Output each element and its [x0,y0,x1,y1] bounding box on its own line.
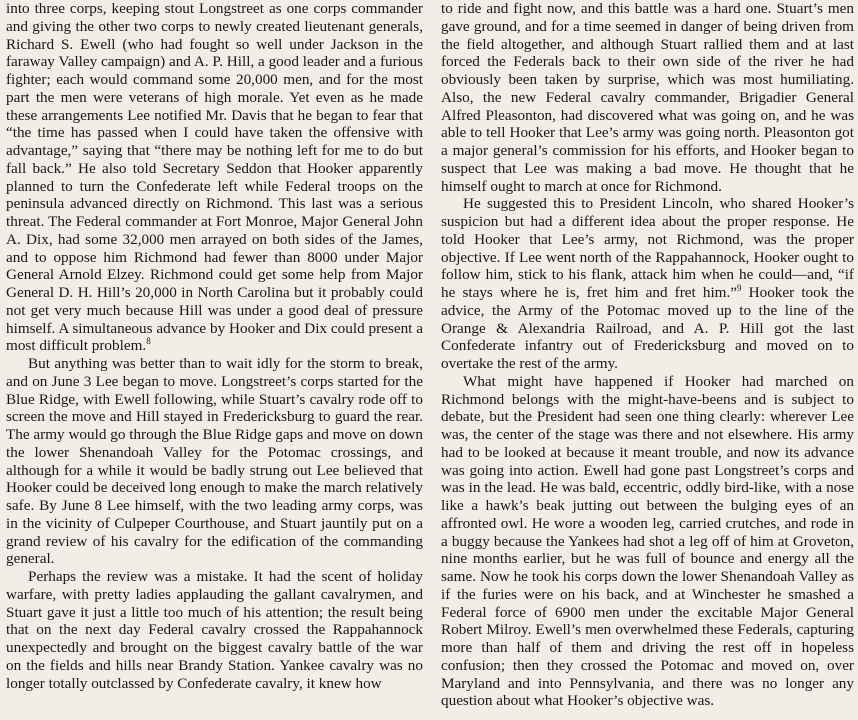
paragraph-text: Perhaps the review was a mistake. It had the scent of holiday warfare, with pretty ladies applauding the gallant cavalrymen, and Stuart gave it just a little too much of his attention; the result being that on the next day Federal cavalry crossed the Rappahannock unexpectedly and brought on the biggest cavalry battle of the war on the fields and hills near Brandy Station. Yankee cavalry was no longer totally outclassed by Confederate cavalry, it knew how [6,568,423,692]
paragraph [441,373,854,710]
paragraph-text: into three corps, keeping stout Longstreet as one corps commander and giving the other two corps to newly created lieutenant generals, Richard S. Ewell (who had fought so well under Jackson in the faraway Valley campaign) and A. P. Hill, a good leader and a furious fighter; each would command some 20,000 men, and for the most part the men were veterans of high morale. Yet even as he made these arrangements Lee notified Mr. Davis that he began to fear that “the time has passed when I could have taken the offensive with advantage,” saying that “there may be nothing left for me to do but fall back.” He also told Secretary Seddon that Hooker apparently planned to turn the Confederate left while Federal troops on the peninsula advanced directly on Richmond. This last was a serious threat. The Federal commander at Fort Monroe, Major General John A. Dix, had some 32,000 men arrayed on both sides of the James, and to oppose him Richmond had fewer than 8000 under Major General Arnold Elzey. Richmond could get some help from Major General D. H. Hill’s 20,000 in North Carolina but it probably could not get very much because Hill was under a good deal of pressure himself. A simultaneous advance by Hooker and Dix could present a most difficult problem. [6,0,423,355]
paragraph-text: He suggested this to President Lincoln, who shared Hooker’s suspicion but had a different idea about the proper response. He told Hooker that Lee’s army, not Richmond, was the proper objective. If Lee went north of the Rappahannock, Hooker ought to follow him, stick to his flank, attack him when he could—and, “if he stays where he is, fret him and fret him.” [441,195,854,301]
right-text-column [441,0,854,710]
paragraph-text: What might have happened if Hooker had marched on Richmond belongs with the might-have-beens and is subject to debate, but the President had seen one thing clearly: wherever Lee was, the center of the stage was there and not elsewhere. His army had to be looked at because it meant trouble, and now its advance was going into action. Ewell had gone past Longstreet’s corps and was in the lead. He was bald, eccentric, oddly bird-like, with a nose like a hawk’s beak jutting out between the bulging eyes of an affronted owl. He wore a wooden leg, carried crutches, and rode in a buggy because the Yankees had shot a leg off of him at Groveton, nine months earlier, but he was full of bounce and energy all the same. Now he took his corps down the lower Shenandoah Valley as if the furies were on his back, and at Winchester he smashed a Federal force of 6900 men under the excitable Major General Robert Milroy. Ewell’s men overwhelmed these Federals, capturing more than half of them and driving the rest off in hopeless confusion; then they crossed the Potomac and moved on, over Maryland and into Pennsylvania, and there was no longer any question about what Hooker’s objective was. [441,372,854,710]
footnote-marker: 9 [737,282,742,293]
paragraph-text: to ride and fight now, and this battle was a hard one. Stuart’s men gave ground, and for a time seemed in danger of being driven from the field altogether, and although Stuart rallied them and at last forced the Federals back to their own side of the river he had obviously been taken by surprise, which was most humiliating. Also, the new Federal cavalry commander, Brigadier General Alfred Pleasonton, had discovered what was going on, and he was able to tell Hooker that Lee’s army was going north. Pleasonton got a major general’s commission for his efforts, and Hooker began to suspect that Lee was making a bad move. He thought that he himself ought to march at once for Richmond. [441,0,854,195]
paragraph [441,195,854,373]
paragraph [6,568,423,692]
paragraph [6,355,423,568]
paragraph [6,0,423,355]
paragraph-text-continued: Hooker took the advice, the Army of the Potomac moved up to the line of the Orange & Alexandria Railroad, and A. P. Hill got the last Confederate infantry out of Fredericksburg and moved on to overtake the rest of the army. [441,284,854,372]
paragraph [441,0,854,195]
paragraph-text: But anything was better than to wait idly for the storm to break, and on June 3 Lee began to move. Longstreet’s corps started for the Blue Ridge, with Ewell following, while Stuart’s cavalry rode off to screen the move and Hill stayed in Fredericksburg to guard the rear. The army would go through the Blue Ridge gaps and move on down the lower Shenandoah Valley for the Potomac crossings, and although for a while it would be badly strung out Lee believed that Hooker could be deceived long enough to make the march relatively safe. By June 8 Lee himself, with the two leading army corps, was in the vicinity of Culpeper Courthouse, and Stuart jauntily put on a grand review of his cavalry for the edification of the commanding general. [6,355,423,568]
footnote-marker: 8 [146,336,151,347]
left-text-column [6,0,423,692]
column-gutter [430,0,431,720]
